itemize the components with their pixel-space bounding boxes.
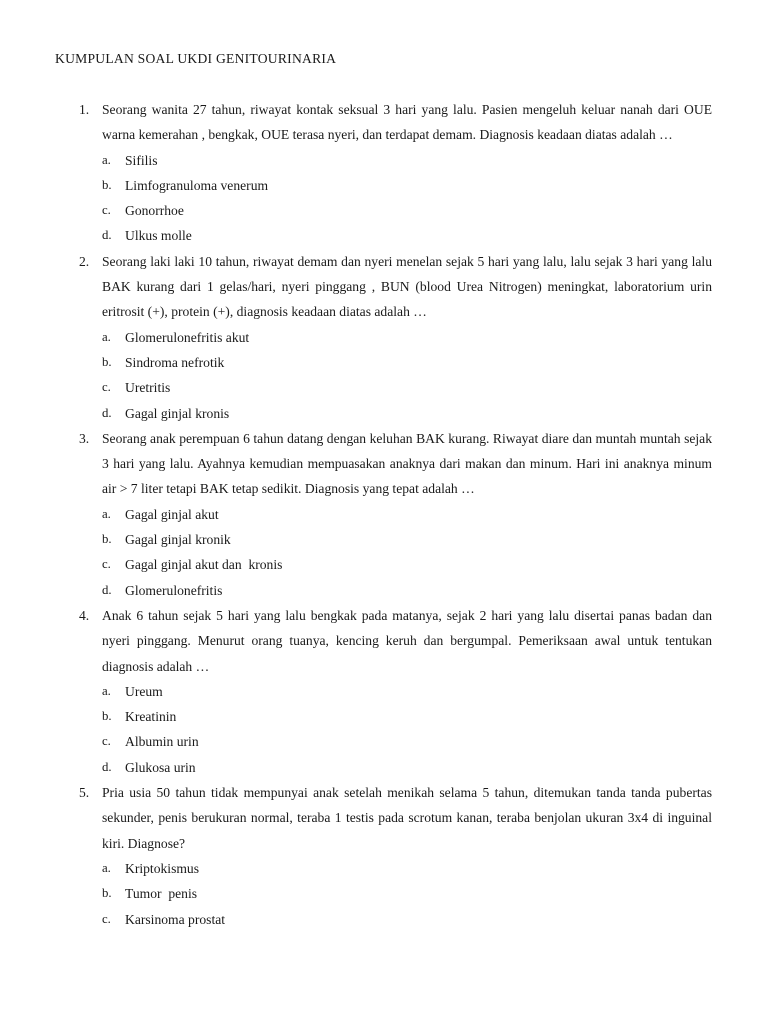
answer-option (0, 679, 768, 704)
question-text: Anak 6 tahun sejak 5 hari yang lalu bengkak pada matanya, sejak 2 hari yang lalu disertai panas badan dan nyeri pinggang. Menurut orang tuanya, kencing keruh dan bergumpal. Pemeriksaan awal untuk tentukan diagnosis adalah … (102, 607, 712, 674)
option-letter: c. (102, 557, 111, 572)
question-text: Pria usia 50 tahun tidak mempunyai anak setelah menikah selama 5 tahun, ditemukan tanda tanda pubertas sekunder, penis berukuran normal, teraba 1 testis pada scrotum kanan, teraba benjolan ukuran 3x4 di inguinal kiri. Diagnose? (102, 785, 712, 851)
option-text: Gonorrhoe (125, 203, 184, 219)
answer-option (0, 881, 768, 906)
document-title: KUMPULAN SOAL UKDI GENITOURINARIA (55, 51, 337, 66)
option-text: Kriptokismus (125, 860, 200, 876)
question-number: 5. (79, 785, 90, 801)
option-text: Glomerulonefritis akut (125, 329, 250, 345)
answer-option (0, 198, 768, 223)
option-letter: a. (102, 683, 111, 698)
answer-option (0, 401, 768, 426)
answer-option (0, 223, 768, 248)
option-text: Limfogranuloma venerum (125, 177, 269, 193)
option-text: Albumin urin (125, 734, 199, 750)
option-text: Gagal ginjal akut dan kronis (125, 557, 283, 573)
option-text: Ureum (125, 683, 163, 699)
question-item (0, 780, 768, 932)
option-letter: d. (102, 582, 112, 597)
option-letter: b. (102, 177, 112, 192)
option-text: Tumor penis (125, 886, 198, 902)
answer-option (0, 907, 768, 932)
option-letter: c. (102, 734, 111, 749)
answer-options (0, 148, 768, 249)
option-letter: b. (102, 354, 112, 369)
option-text: Karsinoma prostat (125, 911, 226, 927)
question-item (0, 426, 768, 603)
option-letter: b. (102, 709, 112, 724)
answer-option (0, 729, 768, 754)
answer-option (0, 148, 768, 173)
option-letter: a. (102, 152, 111, 167)
answer-options (0, 856, 768, 932)
option-letter: a. (102, 506, 111, 521)
option-letter: a. (102, 329, 111, 344)
answer-option (0, 502, 768, 527)
question-text: Seorang laki laki 10 tahun, riwayat demam dan nyeri menelan sejak 5 hari yang lalu, lalu sejak 3 hari yang lalu BAK kurang dari 1 gelas/hari, nyeri pinggang , BUN (blood Urea Nitrogen) meningkat, laboratorium urin eritrosit (+), protein (+), diagnosis keadaan diatas adalah … (102, 253, 712, 320)
answer-option (0, 552, 768, 577)
option-letter: b. (102, 532, 112, 547)
question-number: 2. (79, 253, 90, 269)
answer-option (0, 375, 768, 400)
option-letter: c. (102, 911, 111, 926)
answer-option (0, 350, 768, 375)
question-number: 1. (79, 102, 90, 117)
question-text: Seorang anak perempuan 6 tahun datang dengan keluhan BAK kurang. Riwayat diare dan muntah muntah sejak 3 hari yang lalu. Ayahnya kemudian mempuasakan anaknya dari makan dan minum. Hari ini anaknya minum air > 7 liter tetapi BAK tetap sedikit. Diagnosis yang tepat adalah … (102, 430, 712, 497)
option-letter: d. (102, 759, 112, 774)
answer-option (0, 856, 768, 881)
question-number: 3. (79, 430, 90, 446)
option-letter: d. (102, 405, 112, 420)
option-letter: d. (102, 228, 112, 243)
answer-options (0, 679, 768, 780)
answer-option (0, 578, 768, 603)
option-letter: a. (102, 860, 111, 875)
answer-option (0, 755, 768, 780)
option-text: Gagal ginjal kronis (125, 405, 230, 421)
question-number: 4. (79, 607, 90, 623)
question-text: Seorang wanita 27 tahun, riwayat kontak seksual 3 hari yang lalu. Pasien mengeluh keluar nanah dari OUE warna kemerahan , bengkak, OUE terasa nyeri, dan terdapat demam. Diagnosis keadaan diatas adalah … (102, 102, 712, 143)
option-text: Sifilis (125, 152, 158, 168)
answer-option (0, 173, 768, 198)
question-item (0, 97, 768, 249)
question-item (0, 603, 768, 780)
question-item (0, 249, 768, 426)
answer-option (0, 325, 768, 350)
option-text: Uretritis (125, 380, 171, 396)
answer-options (0, 502, 768, 603)
option-text: Gagal ginjal kronik (125, 532, 231, 548)
option-text: Glomerulonefritis (125, 582, 223, 598)
option-text: Glukosa urin (125, 759, 196, 775)
option-text: Kreatinin (125, 709, 177, 725)
answer-options (0, 325, 768, 426)
option-letter: c. (102, 203, 111, 218)
question-list (0, 97, 768, 932)
option-text: Sindroma nefrotik (125, 354, 225, 370)
answer-option (0, 527, 768, 552)
option-text: Gagal ginjal akut (125, 506, 219, 522)
option-letter: c. (102, 380, 111, 395)
option-letter: b. (102, 886, 112, 901)
option-text: Ulkus molle (125, 228, 192, 244)
answer-option (0, 704, 768, 729)
